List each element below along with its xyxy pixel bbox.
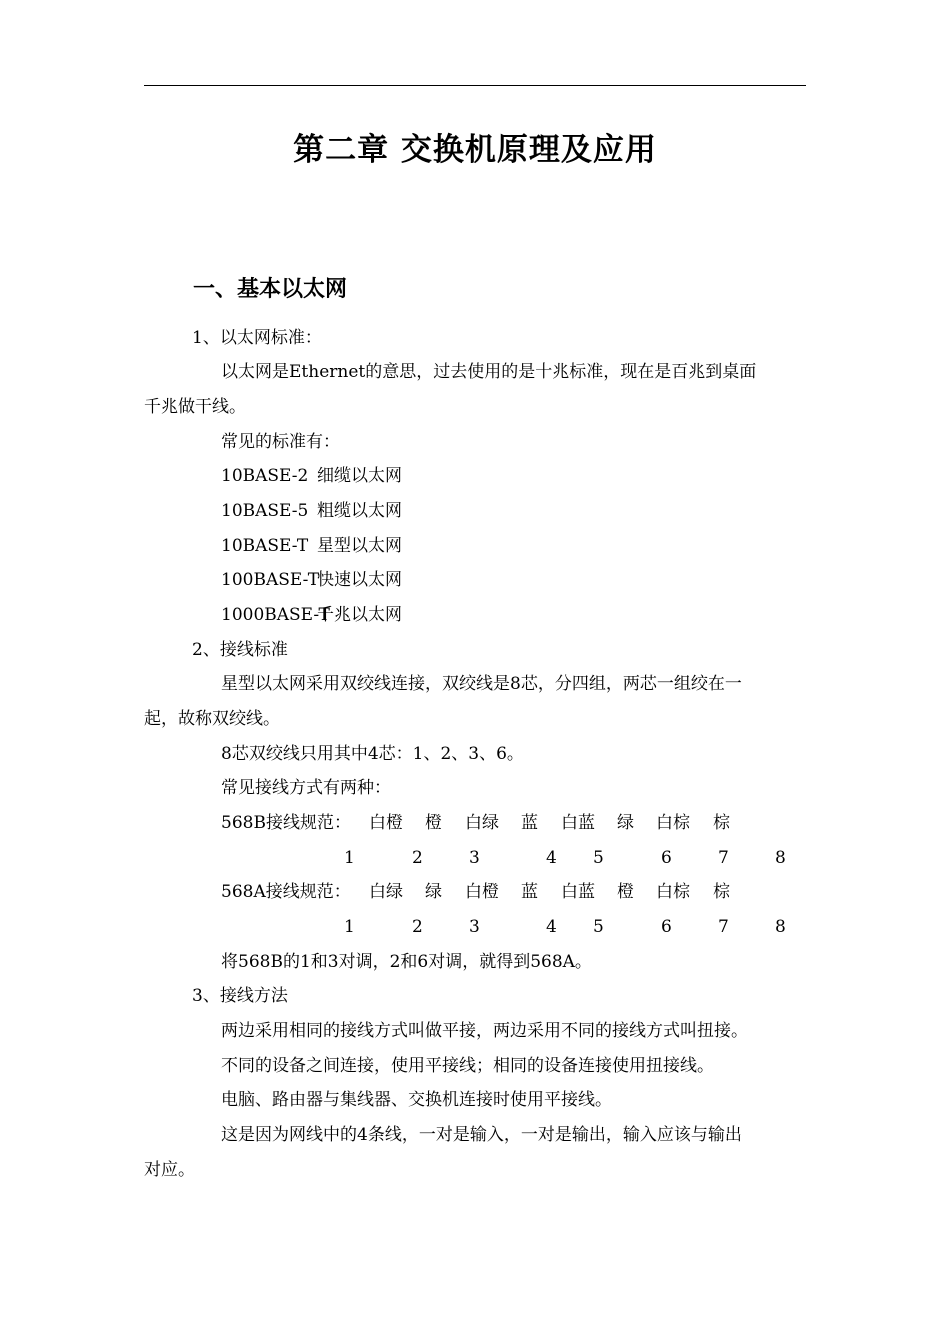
wire-number: 5 (593, 917, 604, 937)
wiring-568b-numbers (0, 847, 950, 869)
wire-number: 3 (469, 848, 480, 868)
wire-number: 2 (412, 917, 423, 937)
standard-desc: 千兆以太网 (317, 605, 402, 625)
wiring-label: 568B接线规范： (221, 813, 351, 833)
paragraph-line: 将568B的1和3对调，2和6对调，就得到568A。 (221, 952, 592, 972)
standard-desc: 粗缆以太网 (317, 501, 402, 521)
section-heading: 一、基本以太网 (193, 277, 348, 302)
header-rule (144, 85, 806, 86)
wire-color: 白棕 (656, 813, 690, 833)
paragraph-line: 8芯双绞线只用其中4芯：1、2、3、6。 (221, 744, 524, 764)
paragraph-line: 两边采用相同的接线方式叫做平接，两边采用不同的接线方式叫扭接。 (221, 1021, 748, 1041)
wire-color: 橙 (617, 882, 634, 902)
wire-number: 4 (546, 848, 557, 868)
standard-item (221, 535, 402, 557)
wire-number: 7 (718, 917, 729, 937)
standard-item (221, 569, 402, 591)
wiring-label: 568A接线规范： (221, 882, 351, 902)
paragraph-line: 对应。 (144, 1160, 195, 1180)
wiring-568a-colors (0, 881, 950, 903)
wire-color: 白棕 (656, 882, 690, 902)
paragraph-line: 以太网是Ethernet的意思，过去使用的是十兆标准，现在是百兆到桌面 (221, 362, 757, 382)
wiring-568a-numbers (0, 916, 950, 938)
paragraph-line: 电脑、路由器与集线器、交换机连接时使用平接线。 (221, 1090, 612, 1110)
standard-item (221, 465, 402, 487)
standard-code: 10BASE-T (221, 536, 309, 556)
wiring-568b-colors (0, 812, 950, 834)
wire-color: 白橙 (465, 882, 499, 902)
subheading-3: 3、接线方法 (192, 986, 288, 1006)
paragraph-line: 星型以太网采用双绞线连接，双绞线是8芯，分四组，两芯一组绞在一 (221, 674, 742, 694)
wire-number: 5 (593, 848, 604, 868)
paragraph-line: 起，故称双绞线。 (144, 709, 280, 729)
wire-color: 白橙 (369, 813, 403, 833)
standard-desc: 细缆以太网 (317, 466, 402, 486)
wire-color: 白蓝 (561, 813, 595, 833)
wire-color: 蓝 (521, 813, 538, 833)
wire-number: 6 (661, 848, 672, 868)
paragraph-line: 不同的设备之间连接，使用平接线；相同的设备连接使用扭接线。 (221, 1056, 714, 1076)
standard-code: 1000BASE-T (221, 605, 330, 625)
wire-color: 绿 (425, 882, 442, 902)
wire-number: 8 (775, 848, 786, 868)
standard-code: 10BASE-5 (221, 501, 309, 521)
paragraph-line: 千兆做干线。 (144, 397, 246, 417)
wire-color: 棕 (713, 813, 730, 833)
wire-color: 棕 (713, 882, 730, 902)
paragraph-line: 常见接线方式有两种： (221, 778, 391, 798)
wire-color: 绿 (617, 813, 634, 833)
wire-number: 1 (344, 917, 355, 937)
standard-code: 100BASE-T (221, 570, 320, 590)
paragraph-line: 这是因为网线中的4条线，一对是输入，一对是输出，输入应该与输出 (221, 1125, 742, 1145)
standard-desc: 快速以太网 (317, 570, 402, 590)
wire-color: 白绿 (369, 882, 403, 902)
wire-number: 7 (718, 848, 729, 868)
standard-item (221, 604, 402, 626)
standard-desc: 星型以太网 (317, 536, 402, 556)
subheading-1: 1、以太网标准： (192, 328, 322, 348)
standard-code: 10BASE-2 (221, 466, 309, 486)
paragraph-line: 常见的标准有： (221, 432, 340, 452)
wire-color: 橙 (425, 813, 442, 833)
wire-color: 白绿 (465, 813, 499, 833)
chapter-title: 第二章 交换机原理及应用 (293, 132, 657, 168)
wire-number: 2 (412, 848, 423, 868)
wire-color: 蓝 (521, 882, 538, 902)
wire-color: 白蓝 (561, 882, 595, 902)
subheading-2: 2、接线标准 (192, 640, 288, 660)
wire-number: 4 (546, 917, 557, 937)
wire-number: 6 (661, 917, 672, 937)
wire-number: 3 (469, 917, 480, 937)
wire-number: 8 (775, 917, 786, 937)
standard-item (221, 500, 402, 522)
wire-number: 1 (344, 848, 355, 868)
